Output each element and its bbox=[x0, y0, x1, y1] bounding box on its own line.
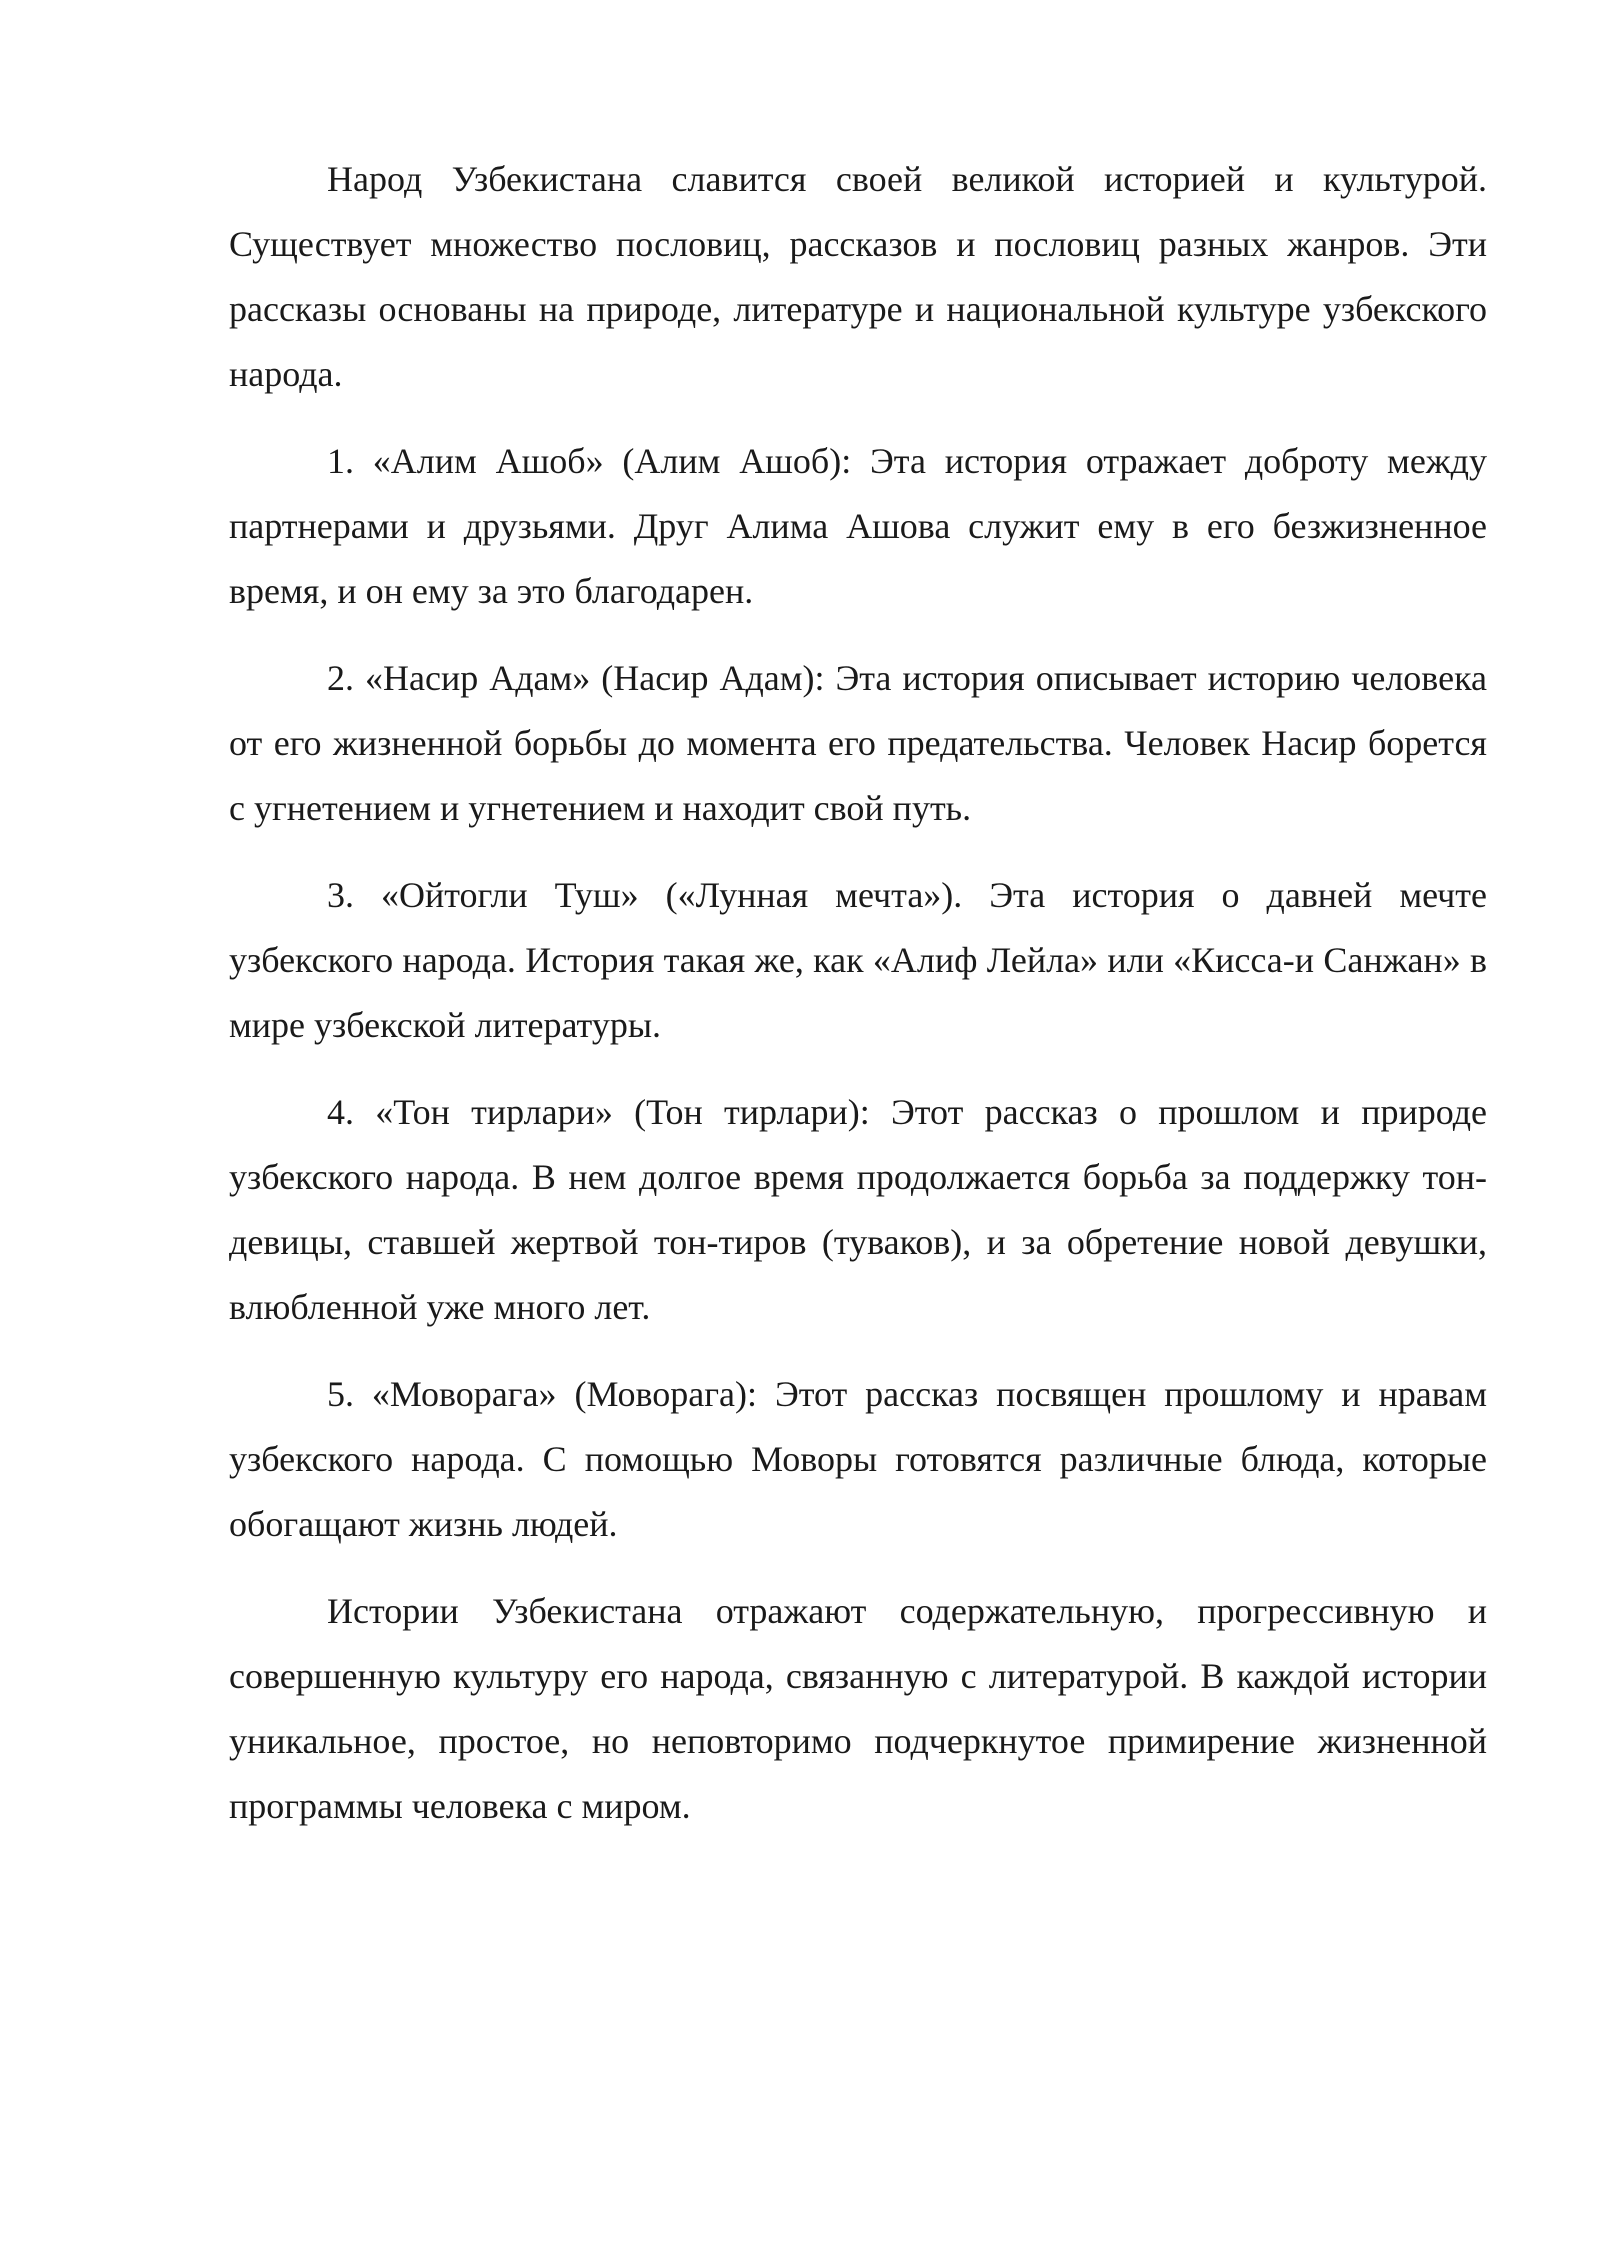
list-item-5-paragraph: 5. «Моворага» (Моворага): Этот рассказ посвящен прошлому и нравам узбекского народа. С помощью Моворы готовятся различные блюда, которые обогащают жизнь людей. bbox=[229, 1374, 1487, 1544]
list-item-4-paragraph: 4. «Тон тирлари» (Тон тирлари): Этот рассказ о прошлом и природе узбекского народа. В нем долгое время продолжается борьба за поддержку тон-девицы, ставшей жертвой тон-тиров (туваков), и за обретение новой девушки, влюбленной уже много лет. bbox=[229, 1092, 1487, 1327]
list-item-3-paragraph: 3. «Ойтогли Туш» («Лунная мечта»). Эта история о давней мечте узбекского народа. История такая же, как «Алиф Лейла» или «Кисса-и Санжан» в мире узбекской литературы. bbox=[229, 875, 1487, 1045]
list-item-1-paragraph: 1. «Алим Ашоб» (Алим Ашоб): Эта история отражает доброту между партнерами и друзьями. Друг Алима Ашова служит ему в его безжизненное время, и он ему за это благодарен. bbox=[229, 441, 1487, 611]
intro-paragraph: Народ Узбекистана славится своей великой историей и культурой. Существует множество пословиц, рассказов и пословиц разных жанров. Эти рассказы основаны на природе, литературе и национальной культуре узбекского народа. bbox=[229, 159, 1487, 394]
list-item-2-paragraph: 2. «Насир Адам» (Насир Адам): Эта история описывает историю человека от его жизненной борьбы до момента его предательства. Человек Насир борется с угнетением и угнетением и находит свой путь. bbox=[229, 658, 1487, 828]
document-body bbox=[229, 147, 1487, 1861]
conclusion-paragraph: Истории Узбекистана отражают содержательную, прогрессивную и совершенную культуру его народа, связанную с литературой. В каждой истории уникальное, простое, но неповторимо подчеркнутое примирение жизненной программы человека с миром. bbox=[229, 1591, 1487, 1826]
